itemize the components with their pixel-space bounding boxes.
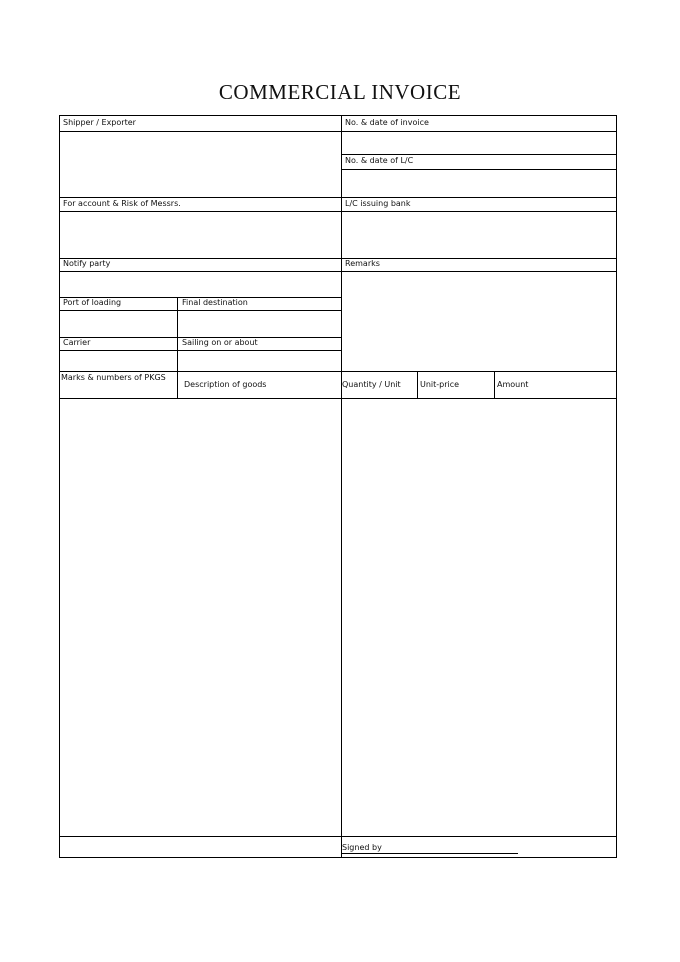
divider-bank-top [341,197,617,198]
label-shipper-exporter: Shipper / Exporter [63,118,136,127]
divider-account-top [60,197,341,198]
column-quantity-unit: Quantity / Unit [342,380,401,389]
signature-line [342,853,518,854]
divider-marks-description [177,371,178,398]
divider-lc-top [341,154,617,155]
divider-port-label [60,310,341,311]
label-carrier: Carrier [63,338,91,347]
divider-remarks-label [341,271,617,272]
label-invoice-no-date: No. & date of invoice [345,118,429,127]
divider-bank-label [341,211,617,212]
label-final-destination: Final destination [182,298,248,307]
divider-table-top [60,371,617,372]
divider-invoice-label [341,131,617,132]
label-lc-no-date: No. & date of L/C [345,156,414,165]
divider-carrier-label [60,350,341,351]
divider-remarks-top [341,258,617,259]
label-account-risk: For account & Risk of Messrs. [63,199,181,208]
column-marks-numbers: Marks & numbers of PKGS [61,373,166,382]
label-lc-issuing-bank: L/C issuing bank [345,199,411,208]
column-unit-price: Unit-price [420,380,460,389]
label-remarks: Remarks [345,259,380,268]
column-description: Description of goods [184,380,267,389]
divider-shipper-label [60,131,341,132]
invoice-form [59,115,617,858]
divider-lc-label [341,169,617,170]
divider-table-header [60,398,617,399]
divider-account-label [60,211,341,212]
document-title: COMMERCIAL INVOICE [218,80,462,104]
divider-quantity-unitprice [417,371,418,398]
label-port-of-loading: Port of loading [63,298,122,307]
divider-footer [60,836,617,837]
column-amount: Amount [497,380,529,389]
label-signed-by: Signed by [342,843,382,852]
label-notify-party: Notify party [63,259,111,268]
center-divider [341,116,342,857]
divider-notify-label [60,271,341,272]
divider-unitprice-amount [494,371,495,398]
label-sailing-on-or-about: Sailing on or about [182,338,258,347]
divider-port-destination [177,297,178,371]
